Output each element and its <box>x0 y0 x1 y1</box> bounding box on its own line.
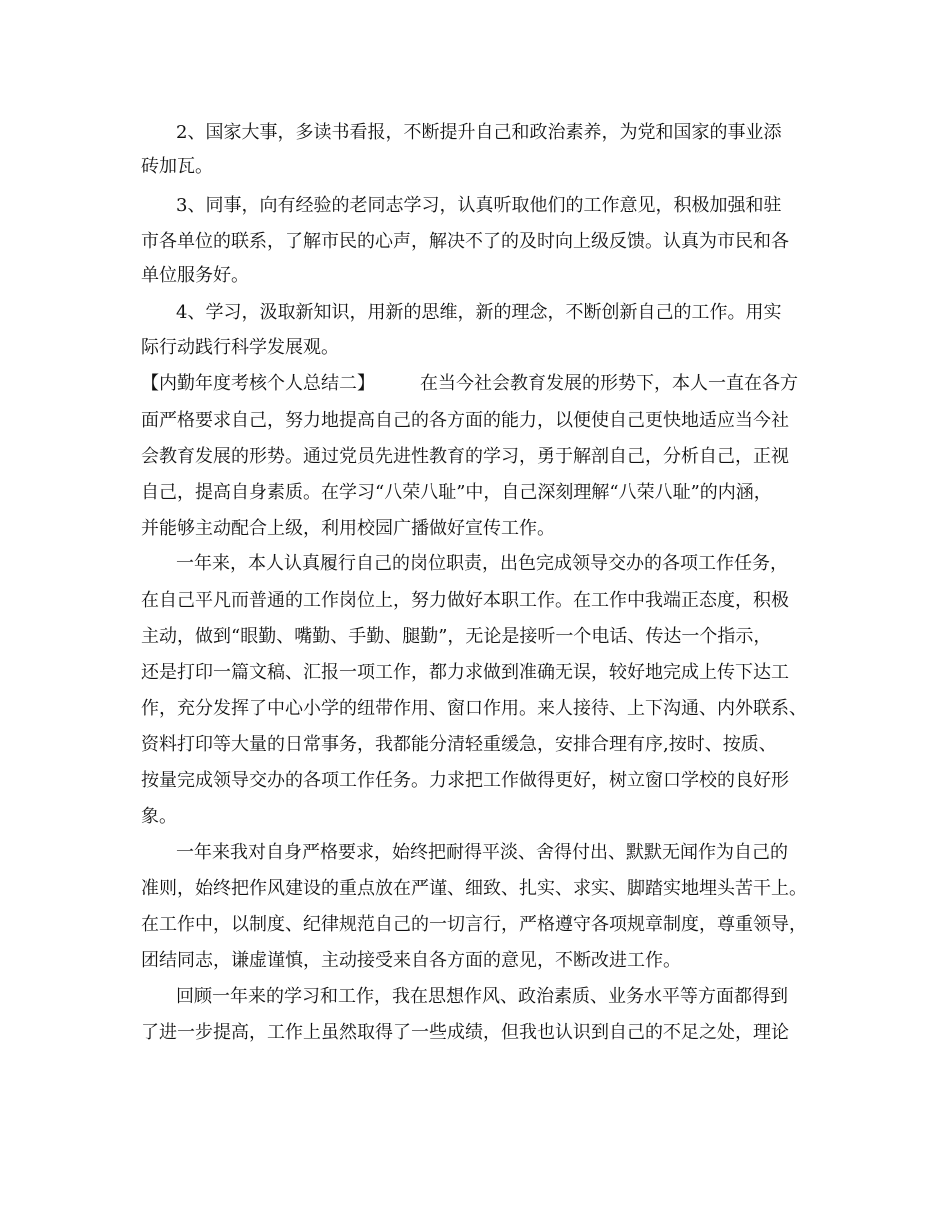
text-line: 际行动践行科学发展观。 <box>141 337 339 358</box>
text-line: 面严格要求自己，努力地提高自己的各方面的能力，以便使自己更快地适应当今社 <box>141 410 789 431</box>
text-line: 市各单位的联系，了解市民的心声，解决不了的及时向上级反馈。认真为市民和各 <box>141 231 789 252</box>
text-line: 一年来我对自身严格要求，始终把耐得平淡、舍得付出、默默无闻作为自己的 <box>176 842 788 863</box>
text-line: 象。 <box>141 806 177 827</box>
text-line: 还是打印一篇文稿、汇报一项工作，都力求做到准确无误，较好地完成上传下达工 <box>141 662 789 683</box>
text-line: 按量完成领导交办的各项工作任务。力求把工作做得更好，树立窗口学校的良好形 <box>141 770 789 791</box>
text-line: 在工作中，以制度、纪律规范自己的一切言行，严格遵守各项规章制度，尊重领导， <box>141 914 807 935</box>
text-line: 作，充分发挥了中心小学的纽带作用、窗口作用。来人接待、上下沟通、内外联系、 <box>141 698 807 719</box>
text-line: 了进一步提高，工作上虽然取得了一些成绩，但我也认识到自己的不足之处，理论 <box>141 1022 789 1043</box>
text-line: 资料打印等大量的日常事务，我都能分清轻重缓急，安排合理有序,按时、按质、 <box>141 734 777 755</box>
text-line: 并能够主动配合上级，利用校园广播做好宣传工作。 <box>141 518 555 539</box>
text-line: 在当今社会教育发展的形势下，本人一直在各方 <box>420 373 798 394</box>
text-line: 回顾一年来的学习和工作，我在思想作风、政治素质、业务水平等方面都得到 <box>176 986 788 1007</box>
text-line: 团结同志，谦虚谨慎，主动接受来自各方面的意见，不断改进工作。 <box>141 950 681 971</box>
text-line: 2、国家大事，多读书看报，不断提升自己和政治素养，为党和国家的事业添 <box>176 122 782 143</box>
text-line: 主动，做到“眼勤、嘴勤、手勤、腿勤”，无论是接听一个电话、传达一个指示， <box>141 626 772 647</box>
text-line: 3、同事，向有经验的老同志学习，认真听取他们的工作意见，积极加强和驻 <box>176 195 782 216</box>
text-line: 会教育发展的形势。通过党员先进性教育的学习，勇于解剖自己，分析自己，正视 <box>141 446 789 467</box>
text-line: 自己，提高自身素质。在学习“八荣八耻”中，自己深刻理解“八荣八耻”的内涵， <box>141 482 772 503</box>
text-line: 准则，始终把作风建设的重点放在严谨、细致、扎实、求实、脚踏实地埋头苦干上。 <box>141 878 807 899</box>
text-line: 在自己平凡而普通的工作岗位上，努力做好本职工作。在工作中我端正态度，积极 <box>141 590 789 611</box>
text-line: 一年来，本人认真履行自己的岗位职责，出色完成领导交办的各项工作任务， <box>176 553 788 574</box>
text-line: 单位服务好。 <box>141 265 249 286</box>
text-line: 4、学习，汲取新知识，用新的思维，新的理念，不断创新自己的工作。用实 <box>176 302 782 323</box>
text-line: 砖加瓦。 <box>141 156 213 177</box>
section-heading: 【内勤年度考核个人总结二】 <box>141 373 375 394</box>
